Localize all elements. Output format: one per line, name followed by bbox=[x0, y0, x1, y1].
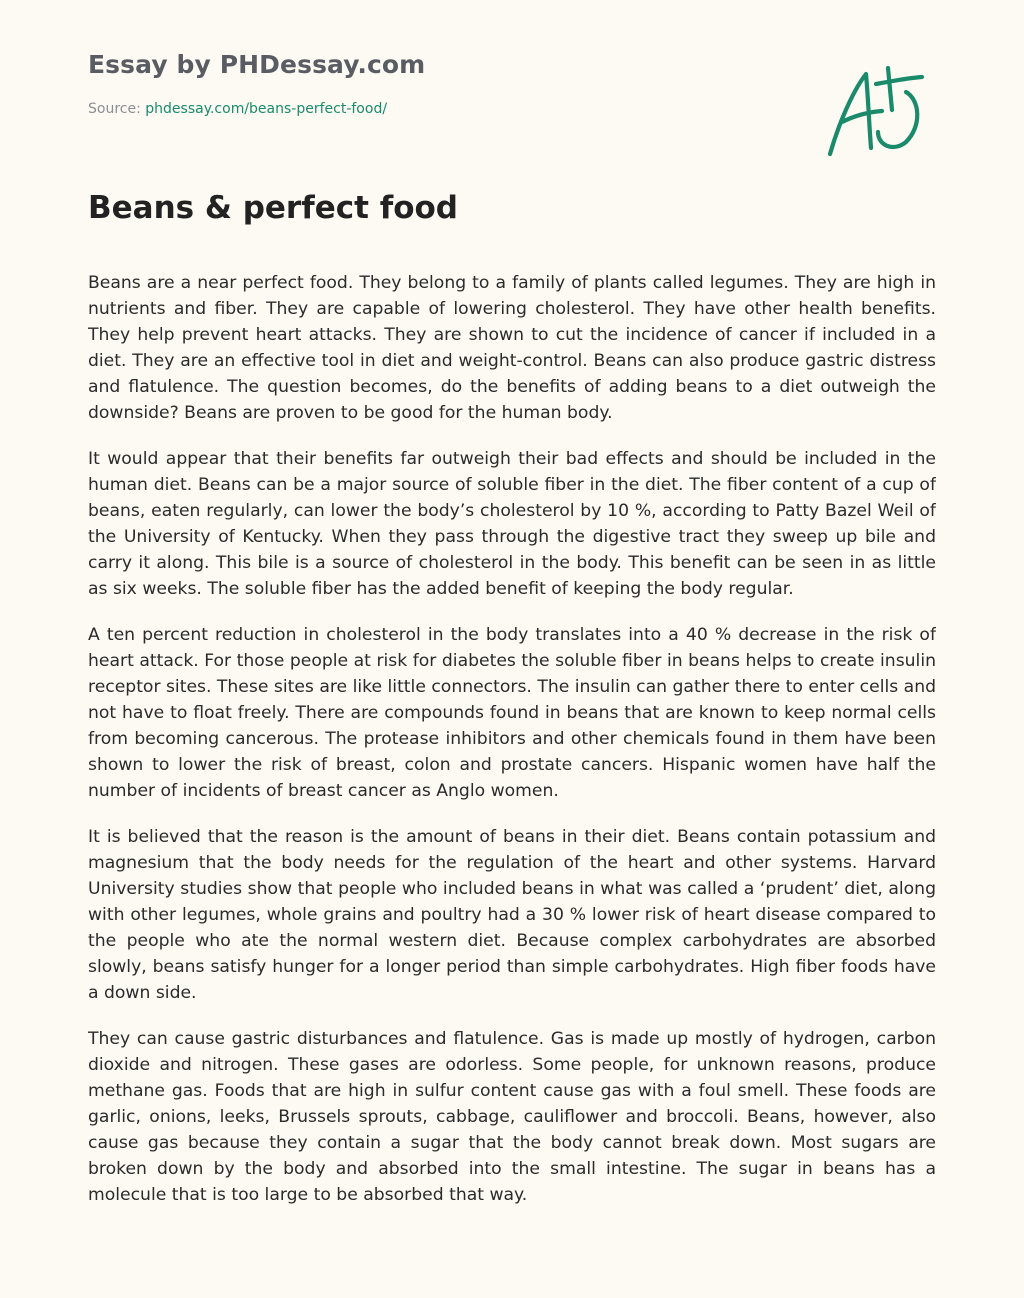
essay-body bbox=[88, 270, 936, 1248]
essay-title: Beans & perfect food bbox=[88, 190, 458, 226]
source-line bbox=[88, 101, 387, 117]
essay-paragraph: They can cause gastric disturbances and flatulence. Gas is made up mostly of hydrogen, carbon dioxide and nitrogen. These gases are odorless. Some people, for unknown reasons, produce methane gas. Foods that are high in sulfur content cause gas with a foul smell. These foods are garlic, onions, leeks, Brussels sprouts, cabbage, cauliflower and broccoli. Beans, however, also cause gas because they contain a sugar that the body cannot break down. Most sugars are broken down by the body and absorbed into the small intestine. The sugar in beans has a molecule that is too large to be absorbed that way. bbox=[88, 1029, 936, 1205]
source-link[interactable]: phdessay.com/beans-perfect-food/ bbox=[145, 101, 388, 117]
essay-paragraph: It is believed that the reason is the amount of beans in their diet. Beans contain potassium and magnesium that the body needs for the regulation of the heart and other systems. Harvard University studies show that people who included beans in what was called a ‘prudent’ diet, along with other legumes, whole grains and poultry had a 30 % lower risk of heart disease compared to the people who ate the normal western diet. Because complex carbohydrates are absorbed slowly, beans satisfy hunger for a longer period than simple carbohydrates. High fiber foods have a down side. bbox=[88, 827, 936, 1003]
site-title: Essay by PHDessay.com bbox=[88, 50, 426, 79]
source-label: Source: bbox=[88, 101, 141, 117]
essay-paragraph: It would appear that their benefits far outweigh their bad effects and should be included in the human diet. Beans can be a major source of soluble fiber in the diet. The fiber content of a cup of beans, eaten regularly, can lower the body’s cholesterol by 10 %, according to Patty Bazel Weil of the University of Kentucky. When they pass through the digestive tract they sweep up bile and carry it along. This bile is a source of cholesterol in the body. This benefit can be seen in as little as six weeks. The soluble fiber has the added benefit of keeping the body regular. bbox=[88, 449, 936, 599]
essay-paragraph: A ten percent reduction in cholesterol in the body translates into a 40 % decrease in the risk of heart attack. For those people at risk for diabetes the soluble fiber in beans helps to create insulin receptor sites. These sites are like little connectors. The insulin can gather there to enter cells and not have to float freely. There are compounds found in beans that are known to keep normal cells from becoming cancerous. The protease inhibitors and other chemicals found in them have been shown to lower the risk of breast, colon and prostate cancers. Hispanic women have half the number of incidents of breast cancer as Anglo women. bbox=[88, 625, 936, 801]
a-plus-grade-icon bbox=[822, 64, 926, 160]
essay-paragraph: Beans are a near perfect food. They belong to a family of plants called legumes. They are high in nutrients and fiber. They are capable of lowering cholesterol. They have other health benefits. They help prevent heart attacks. They are shown to cut the incidence of cancer if included in a diet. They are an effective tool in diet and weight-control. Beans can also produce gastric distress and flatulence. The question becomes, do the benefits of adding beans to a diet outweigh the downside? Beans are proven to be good for the human body. bbox=[88, 273, 936, 423]
